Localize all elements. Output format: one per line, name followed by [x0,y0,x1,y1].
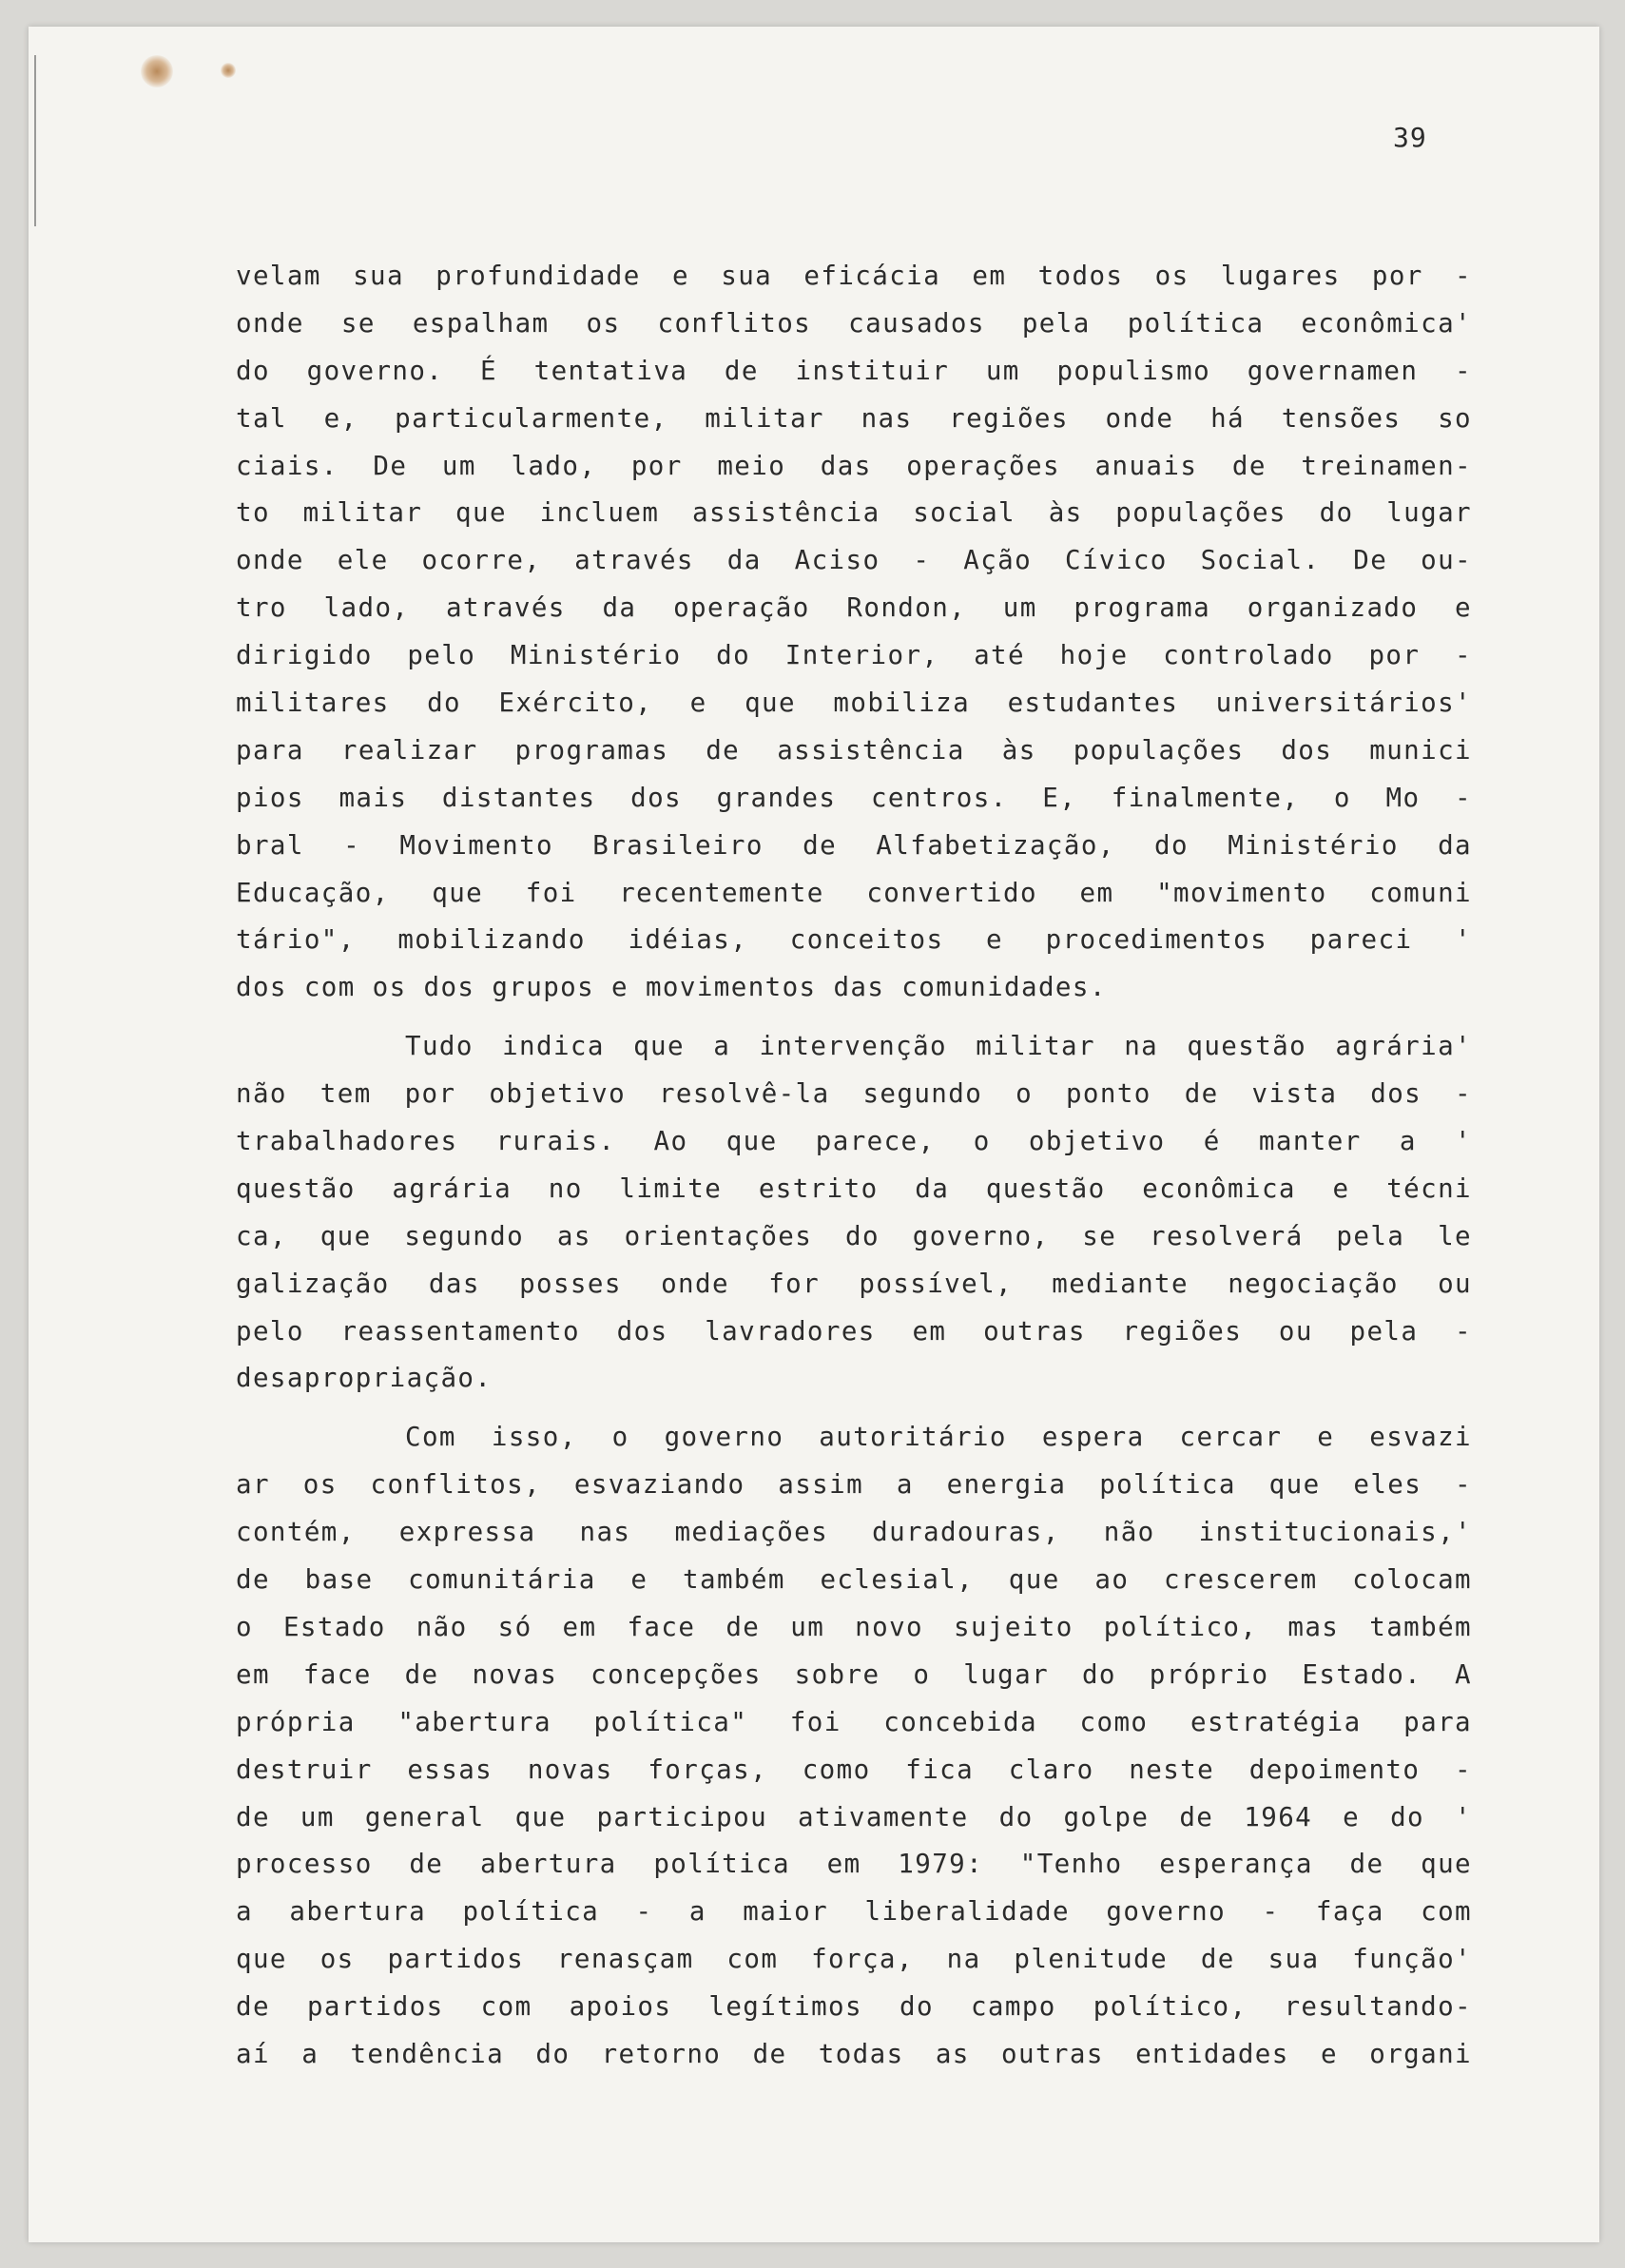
text-line: desapropriação. [236,1363,493,1394]
paragraph [236,1023,1472,1403]
text-line: não tem por objetivo resolvê-la segundo o ponto de vista dos - [236,1078,1472,1110]
text-line: dirigido pelo Ministério do Interior, até hoje controlado por - [236,640,1472,671]
text-line: pelo reassentamento dos lavradores em outras regiões ou pela - [236,1315,1472,1347]
text-line: do governo. É tentativa de instituir um populismo governamen - [236,355,1472,386]
document-page [29,27,1599,2242]
text-line: em face de novas concepções sobre o lugar do próprio Estado. A [236,1658,1472,1690]
text-line: dos com os dos grupos e movimentos das comunidades. [236,972,1107,1003]
text-line: tário", mobilizando idéias, conceitos e procedimentos pareci ' [236,924,1472,956]
text-line: bral - Movimento Brasileiro de Alfabetização, do Ministério da [236,829,1472,861]
text-line: trabalhadores rurais. Ao que parece, o objetivo é manter a ' [236,1126,1472,1157]
paper-stain [221,63,236,78]
paragraph-gap [236,1012,1472,1023]
text-line: velam sua profundidade e sua eficácia em todos os lugares por - [236,261,1472,291]
text-line: destruir essas novas forças, como fica claro neste depoimento - [236,1754,1472,1785]
text-line: Tudo indica que a intervenção militar na questão agrária' [405,1031,1472,1062]
text-line: ar os conflitos, esvaziando assim a energia política que eles - [236,1469,1472,1501]
text-line: processo de abertura política em 1979: "Tenho esperança de que [236,1849,1472,1880]
text-line: Com isso, o governo autoritário espera cercar e esvazi [405,1422,1472,1453]
text-line: militares do Exército, e que mobiliza estudantes universitários' [236,688,1472,719]
text-line: a abertura política - a maior liberalidade governo - faça com [236,1896,1472,1928]
text-line: galização das posses onde for possível, mediante negociação ou [236,1268,1472,1299]
text-line: de um general que participou ativamente do golpe de 1964 e do ' [236,1801,1472,1832]
text-line: questão agrária no limite estrito da questão econômica e técni [236,1173,1472,1204]
paragraph [236,253,1472,1012]
text-line: própria "abertura política" foi concebida como estratégia para [236,1706,1472,1737]
paragraph-gap [236,1403,1472,1414]
text-line: de base comunitária e também eclesial, que ao crescerem colocam [236,1564,1472,1596]
text-line: tro lado, através da operação Rondon, um programa organizado e [236,592,1472,624]
text-line: Educação, que foi recentemente convertido em "movimento comuni [236,877,1472,908]
text-line: onde ele ocorre, através da Aciso - Ação Cívico Social. De ou- [236,545,1472,576]
text-line: aí a tendência do retorno de todas as outras entidades e organi [236,2038,1472,2069]
paragraph [236,1414,1472,2078]
text-line: contém, expressa nas mediações duradouras, não institucionais,' [236,1517,1472,1548]
body-text [236,253,1472,2079]
text-line: onde se espalham os conflitos causados pela política econômica' [236,307,1472,339]
page-number: 39 [1393,122,1427,153]
text-line: to militar que incluem assistência social às populações do lugar [236,497,1472,529]
text-line: para realizar programas de assistência às populações dos munici [236,734,1472,766]
text-line: o Estado não só em face de um novo sujeito político, mas também [236,1611,1472,1642]
paper-edge-mark [34,55,36,226]
paper-stain [141,55,173,87]
text-line: ca, que segundo as orientações do governo, se resolverá pela le [236,1220,1472,1251]
text-line: ciais. De um lado, por meio das operações anuais de treinamen- [236,450,1472,481]
text-line: tal e, particularmente, militar nas regiões onde há tensões so [236,402,1472,434]
text-line: de partidos com apoios legítimos do campo político, resultando- [236,1991,1472,2023]
text-line: pios mais distantes dos grandes centros. E, finalmente, o Mo - [236,782,1472,813]
text-line: que os partidos renasçam com força, na plenitude de sua função' [236,1944,1472,1975]
